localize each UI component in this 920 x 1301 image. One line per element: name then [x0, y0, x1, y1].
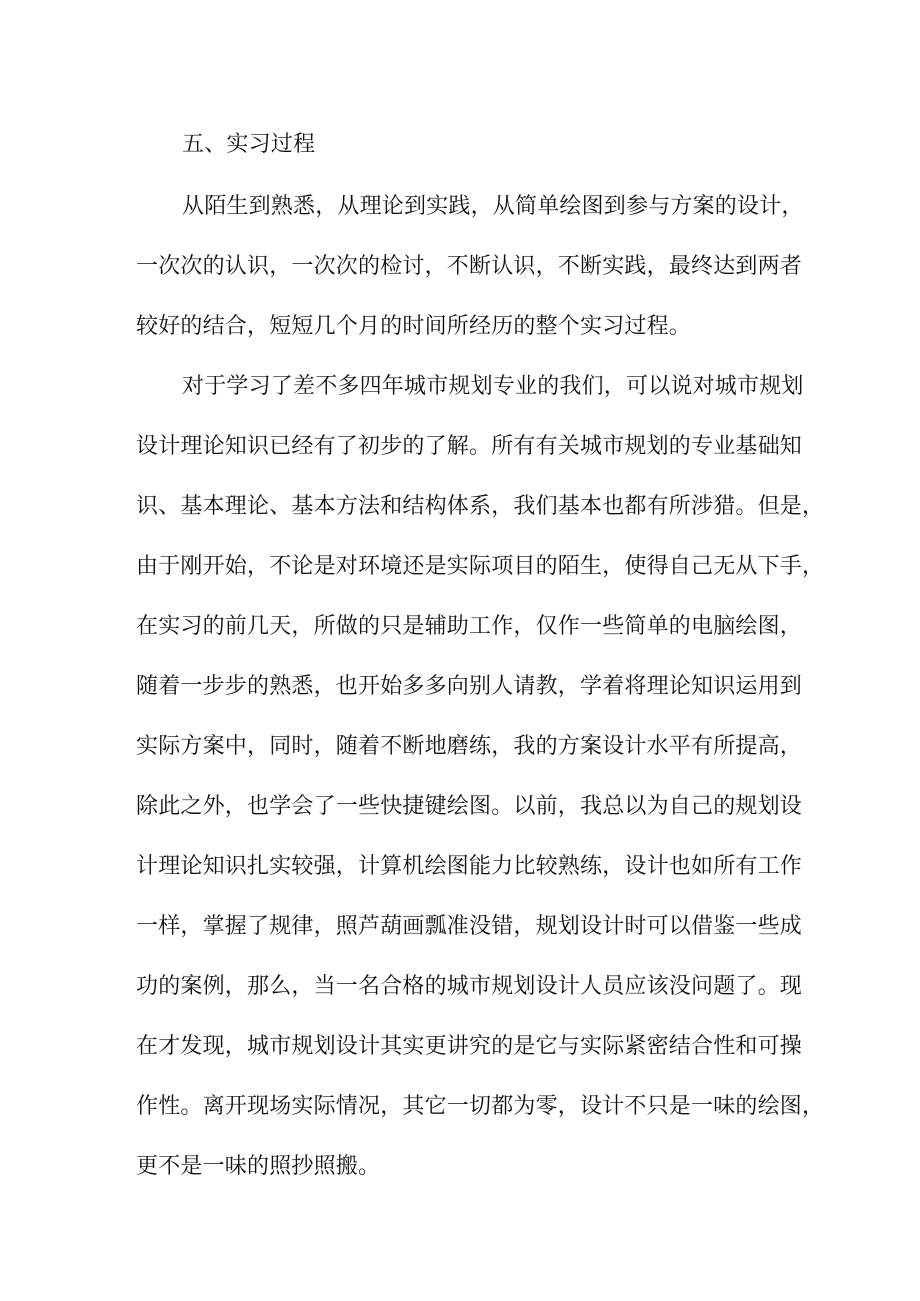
section-heading: 五、实习过程 [182, 132, 316, 157]
paragraph-line: 对于学习了差不多四年城市规划专业的我们，可以说对城市规划 [182, 374, 804, 399]
paragraph-line: 一次次的认识，一次次的检讨，不断认识，不断实践，最终达到两者 [136, 254, 803, 279]
paragraph-line: 计理论知识扎实较强，计算机绘图能力比较熟练，设计也如所有工作 [136, 854, 803, 879]
paragraph-line: 更不是一味的照抄照搬。 [136, 1154, 381, 1179]
paragraph-line: 在实习的前几天，所做的只是辅助工作，仅作一些简单的电脑绘图， [136, 614, 803, 639]
paragraph-line: 作性。离开现场实际情况，其它一切都为零，设计不只是一味的绘图， [136, 1094, 825, 1119]
paragraph-line: 设计理论知识已经有了初步的了解。所有有关城市规划的专业基础知 [136, 434, 803, 459]
paragraph-line: 识、基本理论、基本方法和结构体系，我们基本也都有所涉猎。但是， [136, 494, 825, 519]
paragraph-line: 较好的结合，短短几个月的时间所经历的整个实习过程。 [136, 314, 692, 339]
paragraph-line: 由于刚开始，不论是对环境还是实际项目的陌生，使得自己无从下手， [136, 554, 825, 579]
paragraph-line: 从陌生到熟悉，从理论到实践，从简单绘图到参与方案的设计， [182, 194, 804, 219]
paragraph-line: 功的案例，那么，当一名合格的城市规划设计人员应该没问题了。现 [136, 974, 803, 999]
paragraph-line: 除此之外，也学会了一些快捷键绘图。以前，我总以为自己的规划设 [136, 794, 803, 819]
paragraph-line: 在才发现，城市规划设计其实更讲究的是它与实际紧密结合性和可操 [136, 1034, 803, 1059]
paragraph-line: 随着一步步的熟悉，也开始多多向别人请教，学着将理论知识运用到 [136, 674, 803, 699]
paragraph-line: 实际方案中，同时，随着不断地磨练，我的方案设计水平有所提高， [136, 734, 803, 759]
paragraph-line: 一样，掌握了规律，照芦葫画瓢准没错，规划设计时可以借鉴一些成 [136, 914, 803, 939]
